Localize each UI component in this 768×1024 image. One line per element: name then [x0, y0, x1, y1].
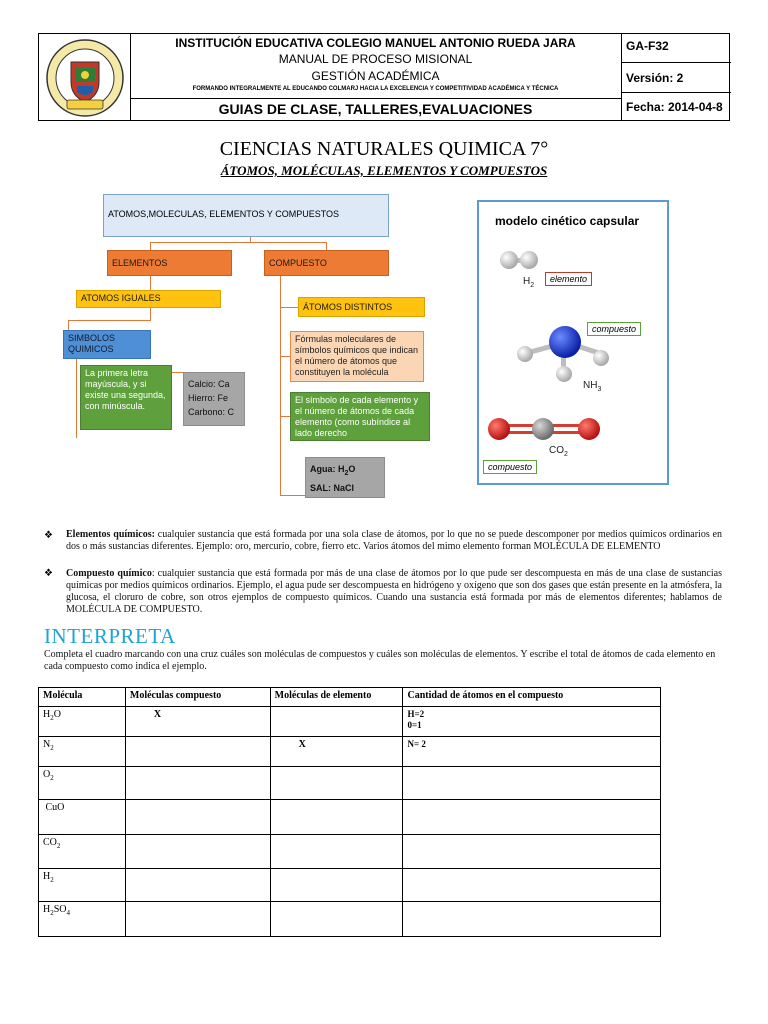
diagram-symbols: SIMBOLOS QUIMICOS [63, 330, 151, 359]
compound-mark-cell[interactable]: X [125, 707, 270, 737]
diagram-same-atoms: ATOMOS IGUALES [76, 290, 221, 308]
col-header: Cantidad de átomos en el compuesto [403, 688, 661, 707]
bullet-icon: ❖ [44, 568, 53, 579]
molecule-cell: $H_2SO_4$ [39, 902, 126, 937]
atom-count-cell[interactable]: N= 2 [403, 737, 661, 767]
diagram-elements: ELEMENTOS [107, 250, 232, 276]
example-salt: SAL: NaCl [310, 482, 355, 493]
element-mark-cell[interactable] [270, 800, 403, 835]
example-water: Agua: $H_2O$ [310, 464, 356, 477]
h-atom [556, 366, 572, 382]
compound-mark-cell[interactable] [125, 767, 270, 800]
atom-count-cell[interactable] [403, 869, 661, 902]
diagram-compounds: COMPUESTO [264, 250, 389, 276]
doc-version: Versión: 2 [626, 71, 684, 85]
molecule-cell: CuO [39, 800, 126, 835]
o-atom [578, 418, 600, 440]
h-atom [593, 350, 609, 366]
tag-compuesto-nh3: compuesto [587, 322, 641, 336]
col-header: Moléculas compuesto [125, 688, 270, 707]
o-atom [488, 418, 510, 440]
diagram-root: ATOMOS,MOLECULAS, ELEMENTOS Y COMPUESTOS [103, 194, 389, 237]
diagram-symbol-rule: La primera letra mayúscula, y si existe una segunda, con minúscula. [80, 365, 172, 430]
h-atom [517, 346, 533, 362]
atom-count-cell[interactable]: H=2 0=1 [403, 707, 661, 737]
element-mark-cell[interactable] [270, 902, 403, 937]
element-mark-cell[interactable] [270, 835, 403, 869]
school-logo [45, 38, 125, 118]
molecule-cell: $CO_2$ [39, 835, 126, 869]
model-title: modelo cinético capsular [495, 214, 640, 228]
doc-code: GA-F32 [626, 39, 669, 53]
kinetic-model-panel [477, 200, 669, 485]
atom-count-cell[interactable] [403, 902, 661, 937]
area-name: GESTIÓN ACADÉMICA [311, 69, 440, 83]
table-row [39, 707, 661, 737]
compound-mark-cell[interactable] [125, 737, 270, 767]
example-calcium: Calcio: Ca [188, 379, 230, 389]
interpreta-instructions: Completa el cuadro marcando con una cruz cuáles son moléculas de compuestos y cuáles son moléculas de elementos. Y escribe el total de átomos de cada elemento en cada compuesto como indica el ejemplo. [44, 649, 716, 672]
formula-co2: $CO_2$ [549, 445, 568, 458]
col-header: Molécula [39, 688, 126, 707]
tag-compuesto-co2: compuesto [483, 460, 537, 474]
formula-h2: $H_2$ [523, 276, 535, 289]
diagram-formulas: Fórmulas moleculares de símbolos químicos que indican el número de átomos que constituyen la molécula [290, 331, 424, 382]
molecule-cell: $N_2$ [39, 737, 126, 767]
page-subtitle: ÁTOMOS, MOLÉCULAS, ELEMENTOS Y COMPUESTOS [220, 163, 548, 178]
compound-mark-cell[interactable] [125, 902, 270, 937]
molecule-cell: $H_2$ [39, 869, 126, 902]
n-atom [549, 326, 581, 358]
element-mark-cell[interactable]: X [270, 737, 403, 767]
institution-name: INSTITUCIÓN EDUCATIVA COLEGIO MANUEL ANTONIO RUEDA JARA [175, 36, 576, 50]
definition-compounds: Compuesto químico: cualquier sustancia que está formada por más de una clase de átomos por lo que pude ser descompuesta en más de una clase de sustancias químicas por medios químicos ordinarios. Ejemplo, el agua pude ser descompuesta en hidrógeno y oxígeno que son dos gases que están presente en la atmósfera, la glucosa, el cloruro de cobre, son otros ejemplos de compuesto químicos. Cuando una sustancia está formada por más de elementos diferentes; hablamos de MOLÉCULA DE COMPUESTO. [66, 568, 722, 615]
atom-count-cell[interactable] [403, 800, 661, 835]
diagram-symbol-examples [183, 372, 245, 426]
diagram-formula-examples [305, 457, 385, 498]
col-header: Moléculas de elemento [270, 688, 403, 707]
table-row [39, 767, 661, 800]
example-carbon: Carbono: C [188, 407, 235, 417]
compound-mark-cell[interactable] [125, 800, 270, 835]
diagram-formula-rule: El símbolo de cada elemento y el número de átomos de cada elemento (como subíndice al lado derecho [290, 392, 430, 441]
molecule-cell: $O_2$ [39, 767, 126, 800]
diagram-different-atoms: ÁTOMOS DISTINTOS [298, 297, 425, 317]
molecule-illustrations [479, 202, 667, 483]
table-row [39, 902, 661, 937]
section-title: GUIAS DE CLASE, TALLERES,EVALUACIONES [218, 101, 533, 117]
bullet-icon: ❖ [44, 530, 53, 541]
table-row [39, 869, 661, 902]
definition-elements: Elementos químicos: cualquier sustancia que está formada por una sola clase de átomos, por lo que no se puede descomponer por medios químicos ordinarios en dos o más sustancias diferentes. Ejemplo: oro, mercurio, cobre, fierro etc. Varios átomos del mimo elemento forman MOLÉCULA DE ELEMENTO [66, 529, 722, 552]
table-row [39, 800, 661, 835]
motto: FORMANDO INTEGRALMENTE AL EDUCANDO COLMARJ HACIA LA EXCELENCIA Y COMPETITIVIDAD ACADÉMICA Y TÉCNICA [192, 86, 559, 92]
element-mark-cell[interactable] [270, 767, 403, 800]
formula-nh3: $NH_3$ [583, 380, 602, 393]
example-iron: Hierro: Fe [188, 393, 229, 403]
element-mark-cell[interactable] [270, 869, 403, 902]
manual-name: MANUAL DE PROCESO MISIONAL [278, 52, 473, 66]
interpreta-heading: INTERPRETA [44, 624, 176, 648]
table-row [39, 737, 661, 767]
page-title: CIENCIAS NATURALES QUIMICA 7° [219, 138, 549, 160]
atom-count-cell[interactable] [403, 767, 661, 800]
molecule-cell: $H_2O$ [39, 707, 126, 737]
h-atom [520, 251, 538, 269]
h-atom [500, 251, 518, 269]
molecule-table [38, 687, 661, 937]
compound-mark-cell[interactable] [125, 869, 270, 902]
compound-mark-cell[interactable] [125, 835, 270, 869]
tag-elemento: elemento [545, 272, 592, 286]
atom-count-cell[interactable] [403, 835, 661, 869]
table-row [39, 835, 661, 869]
doc-date: Fecha: 2014-04-8 [626, 100, 723, 114]
element-mark-cell[interactable] [270, 707, 403, 737]
c-atom [532, 418, 554, 440]
document-header [38, 33, 730, 121]
table-header-row [39, 688, 661, 707]
